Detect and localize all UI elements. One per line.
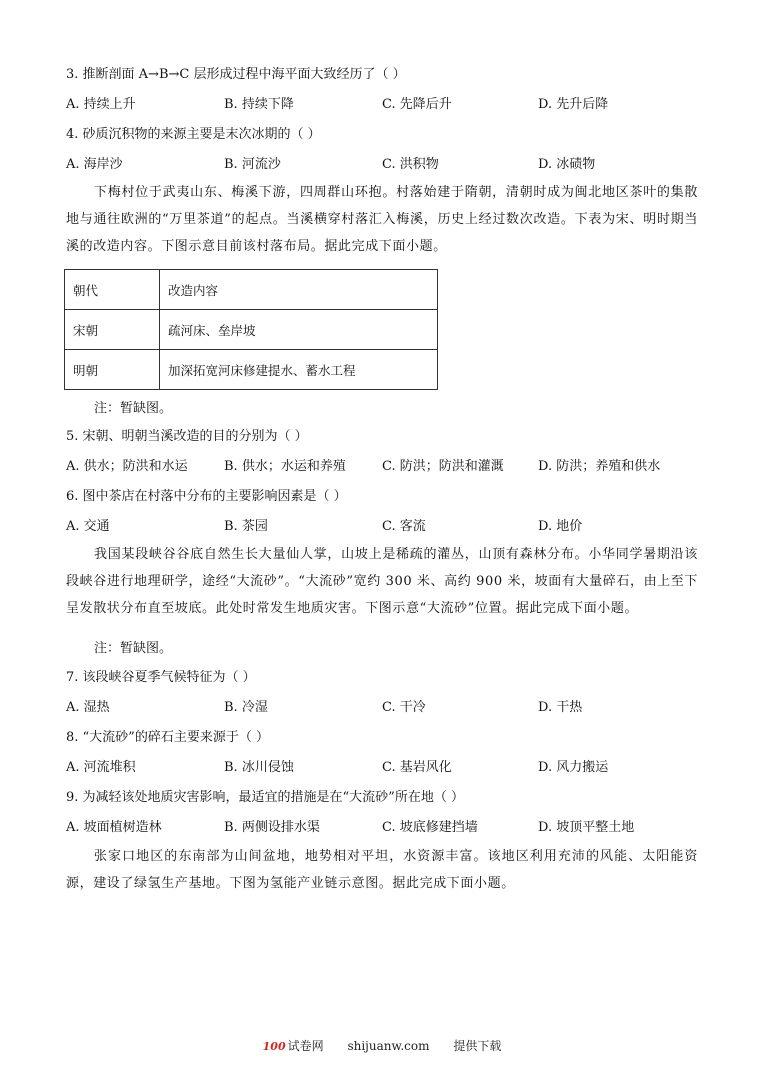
option-d: D. 干热: [538, 700, 583, 715]
option-c: C. 洪积物: [382, 157, 439, 172]
option-c: C. 先降后升: [382, 97, 452, 112]
passage-xiamei: 下梅村位于武夷山东、梅溪下游，四周群山环抱。村落始建于隋朝，清朝时成为闽北地区茶叶的集散地与通往欧洲的“万里茶道”的起点。当溪横穿村落汇入梅溪，历史上经过数次改造。下表为宋、明时期当溪的改造内容。下图示意目前该村落布局。据此完成下面小题。: [66, 185, 698, 254]
passage-canyon: 我国某段峡谷谷底自然生长大量仙人掌，山坡上是稀疏的灌丛，山顶有森林分布。小华同学暑期沿该段峡谷进行地理研学，途经“大流砂”。“大流砂”宽约 300 米、高约 900 米，坡面有大量碎石，由上至下呈发散状分布直至坡底。此处时常发生地质灾害。下图示意“大流砂”位置。据此完成下面小题。: [66, 547, 698, 616]
option-b: B. 河流沙: [224, 157, 281, 172]
question-5-options: [66, 458, 706, 476]
site-name: 试卷网: [287, 1039, 324, 1053]
option-d: D. 风力搬运: [538, 760, 609, 775]
option-d: D. 先升后降: [538, 97, 609, 112]
page-footer: [0, 1037, 764, 1054]
table-cell: 宋朝: [65, 310, 160, 350]
option-a: A. 交通: [66, 519, 110, 534]
option-b: B. 持续下降: [224, 97, 294, 112]
question-5-stem: 5. 宋朝、明朝当溪改造的目的分别为（ ）: [66, 429, 308, 444]
table-header-row: [65, 270, 438, 310]
option-d: D. 坡顶平整土地: [538, 820, 635, 835]
option-a: A. 湿热: [66, 700, 110, 715]
option-b: B. 冷湿: [224, 700, 268, 715]
question-8-options: [66, 759, 706, 777]
download-note: 提供下载: [453, 1039, 502, 1053]
option-b: B. 茶园: [224, 519, 268, 534]
option-b: B. 两侧设排水渠: [224, 820, 320, 835]
table-cell: 疏河床、垒岸坡: [160, 310, 438, 350]
reform-table: [64, 269, 438, 390]
option-a: A. 供水；防洪和水运: [66, 459, 188, 474]
question-6-stem: 6. 图中茶店在村落中分布的主要影响因素是（ ）: [66, 489, 347, 504]
option-c: C. 客流: [382, 519, 426, 534]
option-a: A. 河流堆积: [66, 760, 136, 775]
question-4-stem: 4. 砂质沉积物的来源主要是末次冰期的（ ）: [66, 127, 321, 142]
site-logo: 100: [262, 1040, 286, 1053]
missing-figure-note: 注：暂缺图。: [94, 641, 173, 656]
question-3-stem: 3. 推断剖面 A→B→C 层形成过程中海平面大致经历了（ ）: [66, 67, 406, 82]
table-cell: 加深拓宽河床修建提水、蓄水工程: [160, 350, 438, 390]
question-7-options: [66, 699, 706, 717]
question-7-stem: 7. 该段峡谷夏季气候特征为（ ）: [66, 670, 256, 685]
option-a: A. 坡面植树造林: [66, 820, 162, 835]
option-c: C. 基岩风化: [382, 760, 452, 775]
option-b: B. 供水；水运和养殖: [224, 459, 346, 474]
question-3-options: [66, 96, 706, 114]
table-header-cell: 改造内容: [160, 270, 438, 310]
question-9-stem: 9. 为减轻该处地质灾害影响，最适宜的措施是在“大流砂”所在地（ ）: [66, 790, 464, 805]
option-d: D. 地价: [538, 519, 583, 534]
option-d: D. 冰碛物: [538, 157, 596, 172]
option-c: C. 防洪；防洪和灌溉: [382, 459, 504, 474]
option-a: A. 海岸沙: [66, 157, 123, 172]
table-cell: 明朝: [65, 350, 160, 390]
option-d: D. 防洪；养殖和供水: [538, 459, 661, 474]
table-row: [65, 310, 438, 350]
option-b: B. 冰川侵蚀: [224, 760, 294, 775]
question-8-stem: 8. “大流砂”的碎石主要来源于（ ）: [66, 730, 269, 745]
question-4-options: [66, 156, 706, 174]
option-a: A. 持续上升: [66, 97, 136, 112]
passage-zhangjiakou: 张家口地区的东南部为山间盆地，地势相对平坦，水资源丰富。该地区利用充沛的风能、太阳能资源，建设了绿氢生产基地。下图为氢能产业链示意图。据此完成下面小题。: [66, 849, 698, 891]
question-9-options: [66, 819, 706, 837]
missing-figure-note: 注：暂缺图。: [94, 401, 173, 416]
option-c: C. 干冷: [382, 700, 426, 715]
table-header-cell: 朝代: [65, 270, 160, 310]
option-c: C. 坡底修建挡墙: [382, 820, 478, 835]
site-domain-link[interactable]: shijuanw.com: [347, 1039, 430, 1053]
table-row: [65, 350, 438, 390]
question-6-options: [66, 518, 706, 536]
